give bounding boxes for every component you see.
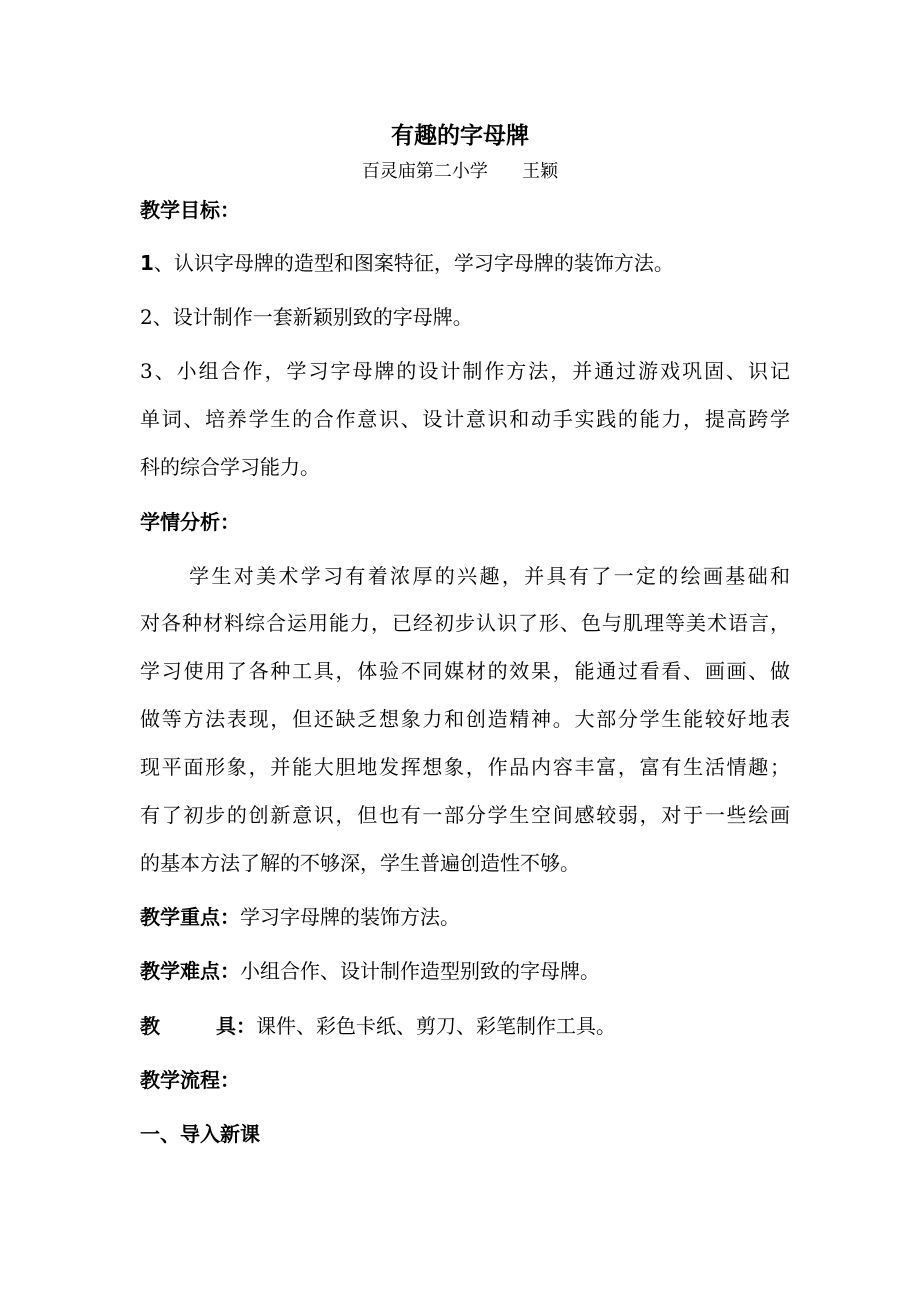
analysis-line: 现平面形象，并能大胆地发挥想象，作品内容丰富，富有生活情趣； xyxy=(140,755,790,779)
difficulty-label: 教学难点： xyxy=(140,959,240,983)
objective-item-2: 2、设计制作一套新颖别致的字母牌。 xyxy=(140,305,473,329)
difficulty-row xyxy=(140,956,790,986)
analysis-heading: 学情分析： xyxy=(140,510,240,534)
key-point-row xyxy=(140,902,790,932)
objective-item-1-text: 、认识字母牌的造型和图案特征，学习字母牌的装饰方法。 xyxy=(153,251,674,275)
tools-colon: ： xyxy=(236,1014,256,1038)
objective-item-3-line: 单词、培养学生的合作意识、设计意识和动手实践的能力，提高跨学 xyxy=(140,407,790,431)
objective-item-1-number: 1 xyxy=(140,251,154,275)
analysis-line: 的基本方法了解的不够深，学生普遍创造性不够。 xyxy=(140,851,580,875)
analysis-line: 学习使用了各种工具，体验不同媒材的效果，能通过看看、画画、做 xyxy=(140,659,790,683)
objective-item-1 xyxy=(140,248,790,278)
tools-row xyxy=(140,1011,790,1041)
section-1-heading: 一、导入新课 xyxy=(140,1122,260,1146)
author-line: 百灵庙第二小学 王颖 xyxy=(361,161,559,182)
difficulty-text: 小组合作、设计制作造型别致的字母牌。 xyxy=(240,959,600,983)
analysis-line: 对各种材料综合运用能力，已经初步认识了形、色与肌理等美术语言， xyxy=(140,611,790,635)
tools-text: 课件、彩色卡纸、剪刀、彩笔制作工具。 xyxy=(256,1014,616,1038)
objective-item-3-line: 科的综合学习能力。 xyxy=(140,455,320,479)
document-title: 有趣的字母牌 xyxy=(391,123,529,149)
analysis-line: 做等方法表现，但还缺乏想象力和创造精神。大部分学生能较好地表 xyxy=(140,707,790,731)
tools-label: 教具 xyxy=(140,1014,236,1038)
objectives-heading: 教学目标： xyxy=(140,198,240,222)
analysis-line: 学生对美术学习有着浓厚的兴趣，并具有了一定的绘画基础和 xyxy=(189,564,790,588)
objective-item-3-line: 3、小组合作，学习字母牌的设计制作方法，并通过游戏巩固、识记 xyxy=(140,359,790,383)
analysis-line: 有了初步的创新意识，但也有一部分学生空间感较弱，对于一些绘画 xyxy=(140,803,790,827)
key-point-label: 教学重点： xyxy=(140,905,240,929)
process-heading: 教学流程： xyxy=(140,1068,240,1092)
key-point-text: 学习字母牌的装饰方法。 xyxy=(240,905,460,929)
